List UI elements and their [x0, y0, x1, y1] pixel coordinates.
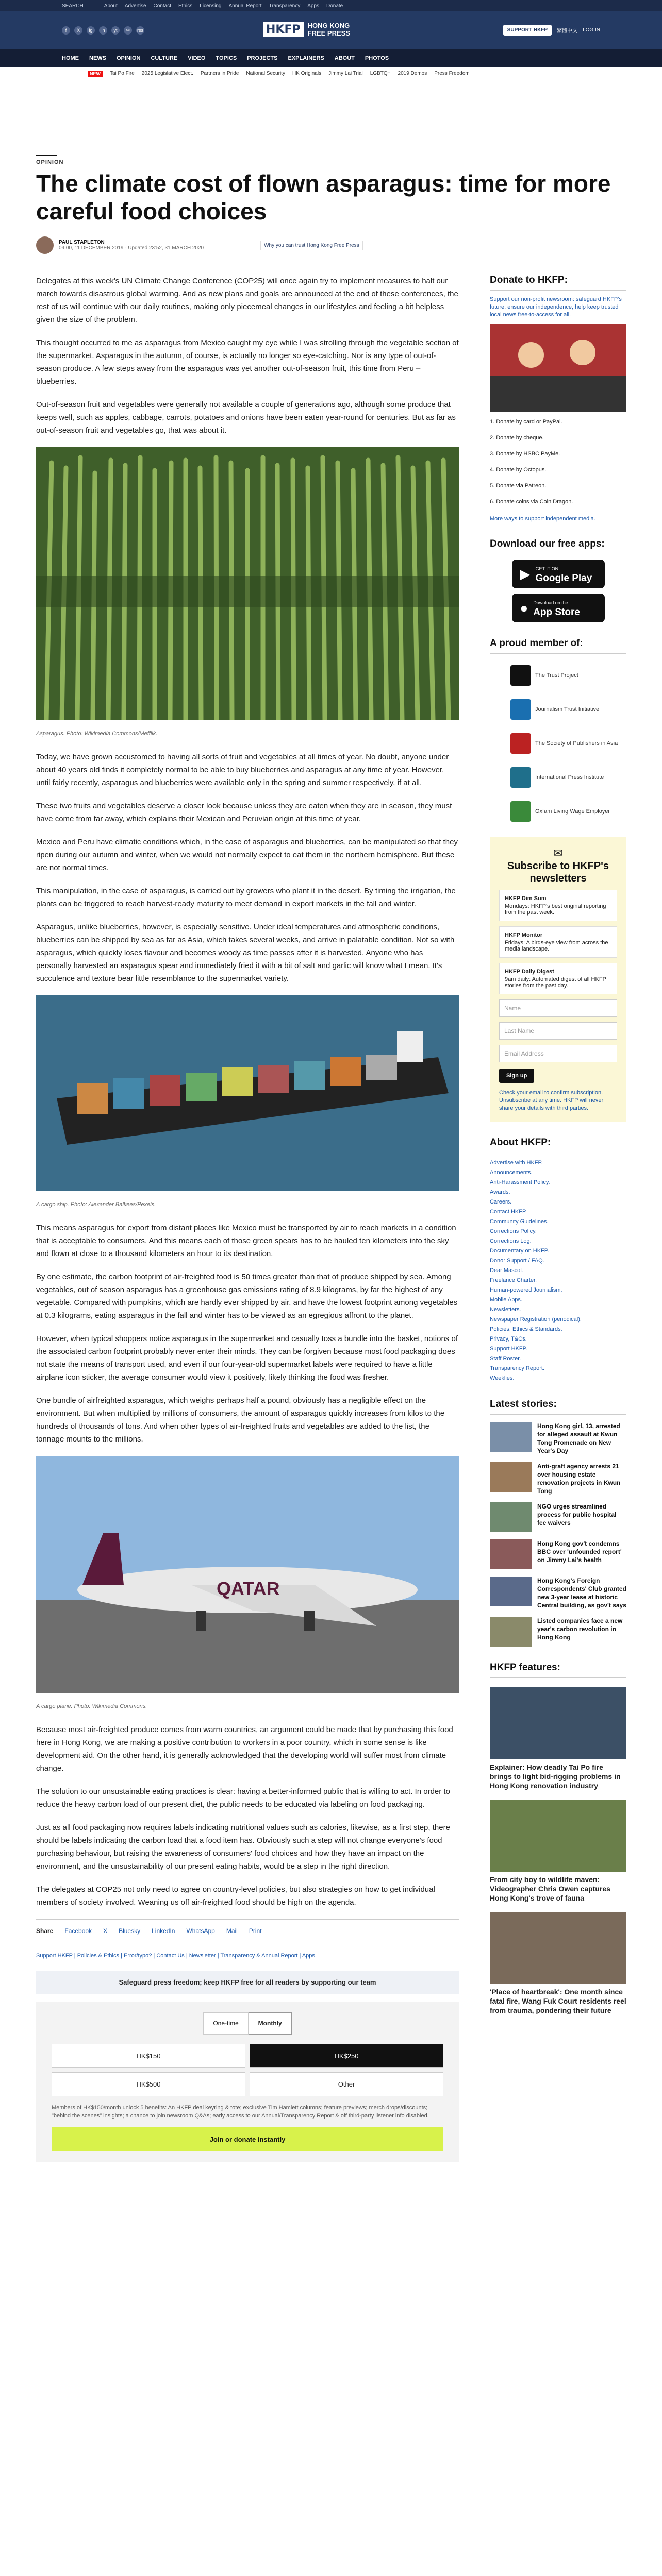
feature-headline[interactable]: From city boy to wildlife maven: Videographer Chris Owen captures Hong Kong's trove of fauna	[490, 1875, 610, 1902]
latest-story[interactable]	[490, 1502, 626, 1532]
latest-story[interactable]	[490, 1577, 626, 1609]
article-date: 09:00, 11 DECEMBER 2019 · Updated 23:52, 31 MARCH 2020	[59, 245, 204, 251]
donate-method[interactable]: 2. Donate by cheque.	[490, 430, 626, 446]
utility-link[interactable]: Advertise	[124, 3, 146, 9]
monthly-option[interactable]: Monthly	[249, 2012, 292, 2035]
story-thumbnail	[490, 1617, 532, 1647]
utility-link[interactable]: Ethics	[178, 3, 193, 9]
author-name[interactable]: PAUL STAPLETON	[59, 240, 105, 245]
about-link[interactable]: Contact HKFP.	[490, 1209, 527, 1215]
search-link[interactable]: SEARCH	[62, 3, 84, 9]
cargo-ship-photo	[36, 995, 459, 1191]
share-print[interactable]: Print	[249, 1927, 262, 1935]
about-link[interactable]: Newsletters.	[490, 1307, 521, 1313]
utility-link[interactable]: Annual Report	[228, 3, 262, 9]
article-footer-links[interactable]: Support HKFP | Policies & Ethics | Error/typo? | Contact Us | Newsletter | Transparency & Annual Report | Apps	[36, 1953, 315, 1959]
donate-method[interactable]: 1. Donate by card or PayPal.	[490, 414, 626, 430]
donate-method[interactable]: 5. Donate via Patreon.	[490, 478, 626, 494]
donate-methods	[490, 414, 626, 510]
article-kicker[interactable]: OPINION	[36, 155, 57, 165]
amount-option[interactable]: Other	[250, 2072, 443, 2096]
paragraph: Out-of-season fruit and vegetables were generally not available a couple of generations ago, although some produce that keeps well, such as apples, cabbage, carrots, potatoes and onions have been eaten year-round for centuries. But as far as out-of-season fruit and vegetables go, that was about it.	[36, 400, 456, 435]
paragraph: This manipulation, in the case of asparagus, is carried out by growers who plant it in the desert. By timing the irrigation, the plants can be triggered to reach harvest-ready maturity to meet demand in export markets in the fall and winter.	[36, 887, 456, 908]
login-link[interactable]: LOG IN	[583, 27, 600, 33]
about-link[interactable]: Corrections Log.	[490, 1238, 532, 1244]
about-link[interactable]: Freelance Charter.	[490, 1277, 537, 1283]
as-line1: Download on the	[533, 600, 568, 605]
about-link[interactable]: Donor Support / FAQ.	[490, 1258, 544, 1264]
paragraph: Mexico and Peru have climatic conditions which, in the case of asparagus and blueberries, can be manipulated so that they ripen during our autumn and winter, when we would not normally expect to eat them in the northern hemisphere. But these are not normal times.	[36, 838, 458, 872]
logo-text	[308, 22, 350, 37]
support-button[interactable]: SUPPORT HKFP	[503, 25, 552, 36]
story-thumbnail	[490, 1539, 532, 1569]
feature-image	[490, 1912, 626, 1984]
asparagus-photo	[36, 447, 459, 720]
about-link[interactable]: Policies, Ethics & Standards.	[490, 1326, 562, 1332]
utility-link[interactable]: Apps	[307, 3, 319, 9]
as-line2: App Store	[533, 607, 580, 618]
newsletter-option[interactable]	[499, 926, 617, 958]
author-avatar	[36, 236, 54, 254]
latest-story[interactable]	[490, 1539, 626, 1569]
name-field[interactable]: Name	[499, 999, 617, 1017]
trending-item[interactable]: Tai Po Fire	[110, 71, 135, 76]
about-link[interactable]: Support HKFP.	[490, 1346, 527, 1352]
cargo-plane-photo	[36, 1456, 459, 1693]
about-link[interactable]: Announcements.	[490, 1170, 533, 1176]
donate-text[interactable]: Support our non-profit newsroom: safeguard HKFP's future, ensure our independence, help keep trusted local news free-to-access for all.	[490, 296, 622, 318]
header-actions	[503, 25, 600, 36]
trust-link[interactable]: Why you can trust Hong Kong Free Press	[260, 241, 363, 250]
amount-option[interactable]: HK$250	[250, 2044, 443, 2068]
share-linkedin[interactable]: LinkedIn	[152, 1927, 175, 1935]
share-x[interactable]: X	[103, 1927, 108, 1935]
about-link[interactable]: Careers.	[490, 1199, 512, 1205]
svg-text:QATAR: QATAR	[217, 1578, 280, 1599]
newsletter-name: HKFP Daily Digest	[505, 969, 554, 975]
logo-line-1: HONG KONG	[307, 22, 350, 29]
apple-icon: ●	[520, 600, 528, 616]
member-logo[interactable]	[510, 799, 626, 824]
join-button[interactable]: Join or donate instantly	[52, 2127, 443, 2151]
share-mail[interactable]: Mail	[226, 1927, 238, 1935]
member-logo[interactable]	[510, 731, 626, 756]
member-name: Oxfam Living Wage Employer	[535, 808, 610, 815]
paragraph: These two fruits and vegetables deserve a closer look because unless they are eaten when they are in season, they must have come from far away, which explains their Mexican and Peruvian origin at this time of year.	[36, 802, 452, 823]
sopa-icon	[510, 733, 531, 754]
newsletter-desc: 9am daily: Automated digest of all HKFP stories from the past day.	[505, 976, 606, 989]
member-logo[interactable]	[510, 663, 626, 688]
paragraph: One bundle of airfreighted asparagus, which weighs perhaps half a pound, obviously has a negligible effect on the environment. But when multiplied by millions of consumers, the amount of asparagus quickly increases from kilos to the hundreds of thousands of tons. And when other types of air-freighted fruits and vegetables are added to the list, the tonnage mounts to the millions.	[36, 1396, 445, 1444]
member-title: A proud member of:	[490, 638, 626, 654]
latest-title: Latest stories:	[490, 1399, 626, 1415]
sidebar	[490, 275, 626, 2162]
figure-caption: A cargo plane. Photo: Wikimedia Commons.	[36, 1703, 147, 1709]
instagram-icon[interactable]: ig	[87, 26, 95, 35]
oxfam-icon	[510, 801, 531, 822]
paragraph: By one estimate, the carbon footprint of air-freighted food is 50 times greater than that of produce shipped by sea. Among vegetables, out of season asparagus has a greenhouse gas emissions rating of 8.9 kilograms, by far the highest of any vegetable. Compared with pumpkins, which are hardly ever shipped by air, and have the lowest footprint among vegetables at 0.3 kilograms, eating asparagus in the fall and winter has to be viewed as an egregious affront to the planet.	[36, 1273, 458, 1320]
trust-project-icon	[510, 665, 531, 686]
story-thumbnail	[490, 1577, 532, 1606]
app-store-text	[533, 598, 580, 618]
site-header	[0, 11, 662, 49]
article-wrapper	[36, 155, 629, 2162]
utility-links	[104, 3, 343, 9]
newsletter-option[interactable]	[499, 890, 617, 921]
signup-button[interactable]: Sign up	[499, 1069, 534, 1083]
paragraph: However, when typical shoppers notice asparagus in the supermarket and casually toss a bundle into the basket, notions of the associated carbon footprint probably never enter their minds. They can be forgiven because most food packaging does not state the means of transport used, and even if our four-year-old supermarket labels were required to have a little airplane icon sticker, the average consumer would view it positively, likely thinking the food was fresher.	[36, 1334, 458, 1382]
paragraph: Asparagus, unlike blueberries, however, is especially sensitive. Under ideal temperatures and atmospheric conditions, blueberries can be shipped by sea as far as Asia, which takes several weeks, and arrive in palatable condition. Not so with asparagus, which quickly loses flavour and becomes woody as time passes after it is harvested. Anyone who has personally harvested an asparagus spear and immediately fried it with a bit of salt and garlic will know what I mean. It's succulence and texture bear little resemblance to the supermarket variety.	[36, 923, 455, 983]
member-name: The Trust Project	[535, 672, 578, 679]
content-columns	[36, 275, 629, 2162]
about-link[interactable]: Mobile Apps.	[490, 1297, 522, 1303]
play-icon: ▶	[520, 566, 531, 582]
about-link[interactable]: Transparency Report.	[490, 1365, 544, 1371]
feature-story[interactable]	[490, 1800, 626, 1903]
member-name: International Press Institute	[535, 774, 604, 781]
paragraph: Just as all food packaging now requires labels indicating nutritional values such as calories, likewise, as a first step, there should be labels indicating the carbon load that a food item has. Obviously such a step will not change everyone's food purchasing behaviour, but raising the awareness of consumers' food choices and how they have an impact on the environment, and the unsustainability of our present eating habits, would be a step in the right direction.	[36, 1823, 450, 1871]
app-store-badge[interactable]	[512, 594, 605, 622]
trending-bar	[0, 67, 662, 80]
about-title: About HKFP:	[490, 1137, 626, 1153]
donate-method[interactable]: 3. Donate by HSBC PayMe.	[490, 446, 626, 462]
gp-line2: Google Play	[535, 573, 592, 584]
byline-text	[59, 240, 204, 251]
newsletter-title: Subscribe to HKFP's newsletters	[507, 860, 609, 884]
feature-image	[490, 1800, 626, 1872]
paragraph: The solution to our unsustainable eating practices is clear: having a better-informed public that is willing to act. In order to reduce the heavy carbon load of our present diet, the public needs to be educated via labeling on food packaging.	[36, 1787, 450, 1809]
share-facebook[interactable]: Facebook	[64, 1927, 92, 1935]
member-logo[interactable]	[510, 765, 626, 790]
paragraph: Because most air-freighted produce comes from warm countries, an argument could be made that by purchasing this food here in Hong Kong, we are making a positive contribution to workers in a poor country, which in some sense is like development aid. On the other hand, it is generally acknowledged that the developing world will suffer most from climate change.	[36, 1725, 453, 1773]
ipi-icon	[510, 767, 531, 788]
story-thumbnail	[490, 1422, 532, 1452]
feature-image	[490, 1687, 626, 1759]
donation-box	[36, 2002, 459, 2162]
donate-title: Donate to HKFP:	[490, 275, 626, 291]
trending-item[interactable]: Press Freedom	[434, 71, 470, 76]
linkedin-icon[interactable]: in	[99, 26, 107, 35]
about-link[interactable]: Anti-Harassment Policy.	[490, 1179, 550, 1185]
nav-news[interactable]: NEWS	[89, 55, 106, 61]
article-body	[36, 275, 459, 2162]
rss-icon[interactable]: rss	[136, 26, 144, 35]
newsletter-box	[490, 837, 626, 1122]
more-ways-link[interactable]: More ways to support independent media.	[490, 516, 595, 522]
utility-link[interactable]: Donate	[326, 3, 343, 9]
google-play-text	[536, 564, 592, 584]
gp-line1: GET IT ON	[535, 566, 559, 571]
figure-caption: A cargo ship. Photo: Alexander Balkees/Pexels.	[36, 1201, 156, 1208]
newsletter-desc: Mondays: HKFP's best original reporting from the past week.	[505, 903, 606, 916]
donate-method[interactable]: 6. Donate coins via Coin Dragon.	[490, 494, 626, 510]
subscribe-note: Check your email to confirm subscription. Unsubscribe at any time. HKFP will never share your details with third parties.	[499, 1090, 604, 1111]
about-link[interactable]: Documentary on HKFP.	[490, 1248, 549, 1254]
features-title: HKFP features:	[490, 1662, 626, 1678]
story-thumbnail	[490, 1462, 532, 1492]
frequency-toggle	[52, 2012, 443, 2035]
share-bar	[36, 1919, 459, 1943]
paragraph: This thought occurred to me as asparagus from Mexico caught my eye while I was strolling through the vegetable section of the supermarket. Asparagus in the autumn, of course, is actually no longer so eye-catching. Nor is any type of out-of-season produce. A few steps away from the asparagus was yet another out-of-season fruit, this time from Peru – blueberries.	[36, 338, 459, 386]
amount-option[interactable]: HK$500	[52, 2072, 245, 2096]
newsletter-option[interactable]	[499, 963, 617, 994]
paragraph: This means asparagus for export from distant places like Mexico must be transported by air to reach markets in a condition that is acceptable to consumers. And this means each of those green spears has to be hauled ten kilometers into the sky and flown at close to a thousand kilometers an hour to its destination.	[36, 1224, 456, 1258]
about-link[interactable]: Privacy, T&Cs.	[490, 1336, 527, 1342]
newsletter-name: HKFP Dim Sum	[505, 895, 547, 902]
one-time-option[interactable]: One-time	[203, 2012, 248, 2035]
byline	[36, 236, 629, 254]
figure-cargo-ship	[36, 995, 459, 1211]
story-headline[interactable]: Listed companies face a new year's carbon revolution in Hong Kong	[537, 1617, 623, 1641]
about-link[interactable]: Weeklies.	[490, 1375, 515, 1381]
nav-photos[interactable]: PHOTOS	[365, 55, 389, 61]
nav-video[interactable]: VIDEO	[188, 55, 206, 61]
logo-mark: HKFP	[263, 22, 304, 37]
about-links	[490, 1158, 626, 1383]
article-title: The climate cost of flown asparagus: time for more careful food choices	[36, 170, 611, 225]
trending-item[interactable]: HK Originals	[292, 71, 322, 76]
about-link[interactable]: Awards.	[490, 1189, 510, 1195]
amount-option[interactable]: HK$150	[52, 2044, 245, 2068]
facebook-icon[interactable]: f	[62, 26, 70, 35]
apps-title: Download our free apps:	[490, 538, 626, 554]
about-link[interactable]: Dear Mascot.	[490, 1267, 524, 1274]
member-name: Journalism Trust Initiative	[535, 706, 600, 713]
last-name-field[interactable]: Last Name	[499, 1022, 617, 1040]
story-thumbnail	[490, 1502, 532, 1532]
member-benefits-note: Members of HK$150/month unlock 5 benefits: An HKFP deal keyring & tote; exclusive Tim Hamlett columns; feature previews; merch drops/discounts; "behind the scenes" insights; a chance to join newsroom Q&As; early access to our Annual/Transparency Report & off third-party listener info disabled.	[52, 2105, 429, 2119]
nav-about[interactable]: ABOUT	[334, 55, 355, 61]
about-link[interactable]: Human-powered Journalism.	[490, 1287, 562, 1293]
donate-method[interactable]: 4. Donate by Octopus.	[490, 462, 626, 478]
utility-link[interactable]: Transparency	[269, 3, 301, 9]
x-icon[interactable]: X	[74, 26, 82, 35]
utility-link[interactable]: About	[104, 3, 118, 9]
feature-story[interactable]	[490, 1687, 626, 1790]
trending-item[interactable]: LGBTQ+	[370, 71, 391, 76]
amount-options	[52, 2044, 443, 2096]
about-link[interactable]: Advertise with HKFP.	[490, 1160, 543, 1166]
trending-item[interactable]: National Security	[246, 71, 285, 76]
latest-story[interactable]	[490, 1422, 626, 1455]
trending-item[interactable]: Jimmy Lai Trial	[328, 71, 363, 76]
story-headline[interactable]: Hong Kong girl, 13, arrested for alleged assault at Kwun Tong Promenade on New Year's Day	[537, 1422, 620, 1454]
logo-line-2: FREE PRESS	[307, 29, 350, 37]
jti-icon	[510, 699, 531, 720]
feature-story[interactable]	[490, 1912, 626, 2015]
share-label: Share	[36, 1927, 54, 1935]
main-nav	[0, 49, 662, 67]
story-headline[interactable]: NGO urges streamlined process for public hospital fee waivers	[537, 1503, 617, 1527]
figure-cargo-plane	[36, 1456, 459, 1713]
nav-topics[interactable]: TOPICS	[216, 55, 237, 61]
email-field[interactable]: Email Address	[499, 1045, 617, 1062]
newsletter-desc: Fridays: A birds-eye view from across the media landscape.	[505, 940, 608, 952]
mail-icon[interactable]: ✉	[124, 26, 132, 35]
story-headline[interactable]: Hong Kong's Foreign Correspondents' Club granted new 3-year lease at historic Central building, as gov't says	[537, 1577, 626, 1609]
donation-photo	[490, 324, 626, 412]
new-badge: NEW	[88, 71, 103, 77]
nav-explainers[interactable]: EXPLAINERS	[288, 55, 324, 61]
latest-story[interactable]	[490, 1462, 626, 1495]
newsletter-name: HKFP Monitor	[505, 932, 543, 938]
figure-caption: Asparagus. Photo: Wikimedia Commons/Mefflik.	[36, 731, 158, 737]
google-play-badge[interactable]	[512, 560, 605, 588]
paragraph: Today, we have grown accustomed to having all sorts of fruit and vegetables at all times of year. No doubt, anyone under about 40 years old finds it completely normal to be able to buy blueberries and asparagus at any time of year. However, until fairly recently, asparagus and blueberries were available only in the spring and summer respectively, if at all.	[36, 753, 449, 787]
figure-asparagus	[36, 447, 459, 740]
share-bluesky[interactable]: Bluesky	[119, 1927, 141, 1935]
feature-headline[interactable]: 'Place of heartbreak': One month since fatal fire, Wang Fuk Court residents reel from trauma, pondering their future	[490, 1988, 626, 2014]
paragraph: Delegates at this week's UN Climate Change Conference (COP25) will once again try to implement measures to halt our march towards disastrous global warming. And as new plans and goals are announced at the end of these conferences, the rest of us will continue with our daily routines, making only piecemeal changes in our lifestyles and feeling a bit helpless given the size of the problem.	[36, 277, 458, 324]
youtube-icon[interactable]: yt	[111, 26, 120, 35]
nav-home[interactable]: HOME	[62, 55, 79, 61]
pledge-banner[interactable]: Safeguard press freedom; keep HKFP free for all readers by supporting our team	[36, 1971, 459, 1994]
paragraph: The delegates at COP25 not only need to agree on country-level policies, but also strategies on how to get individual members of society involved. Weaning us off air-freighted food should be high on the agenda.	[36, 1885, 435, 1907]
about-link[interactable]: Community Guidelines.	[490, 1218, 549, 1225]
nav-projects[interactable]: PROJECTS	[247, 55, 278, 61]
member-logo[interactable]	[510, 697, 626, 722]
trending-item[interactable]: 2025 Legislative Elect.	[141, 71, 193, 76]
story-headline[interactable]: Hong Kong gov't condemns BBC over 'unfounded report' on Jimmy Lai's health	[537, 1540, 622, 1564]
member-name: The Society of Publishers in Asia	[535, 740, 618, 747]
top-utility-bar	[0, 0, 662, 11]
latest-story[interactable]	[490, 1617, 626, 1647]
utility-link[interactable]: Contact	[153, 3, 171, 9]
about-link[interactable]: Staff Roster.	[490, 1355, 521, 1362]
trending-item[interactable]: Partners in Pride	[200, 71, 239, 76]
story-headline[interactable]: Anti-graft agency arrests 21 over housing estate renovation projects in Kwun Tong	[537, 1463, 621, 1495]
nav-culture[interactable]: CULTURE	[151, 55, 178, 61]
site-logo[interactable]	[263, 22, 350, 37]
utility-link[interactable]: Licensing	[200, 3, 222, 9]
trending-item[interactable]: 2019 Demos	[398, 71, 427, 76]
language-link[interactable]: 繁體中文	[557, 28, 578, 34]
nav-opinion[interactable]: OPINION	[117, 55, 141, 61]
feature-headline[interactable]: Explainer: How deadly Tai Po fire brings to light bid-rigging problems in Hong Kong renovation industry	[490, 1763, 621, 1790]
about-link[interactable]: Corrections Policy.	[490, 1228, 537, 1234]
share-whatsapp[interactable]: WhatsApp	[186, 1927, 215, 1935]
social-icons	[62, 26, 144, 35]
envelope-icon: ✉	[553, 846, 563, 859]
about-link[interactable]: Newspaper Registration (periodical).	[490, 1316, 582, 1323]
